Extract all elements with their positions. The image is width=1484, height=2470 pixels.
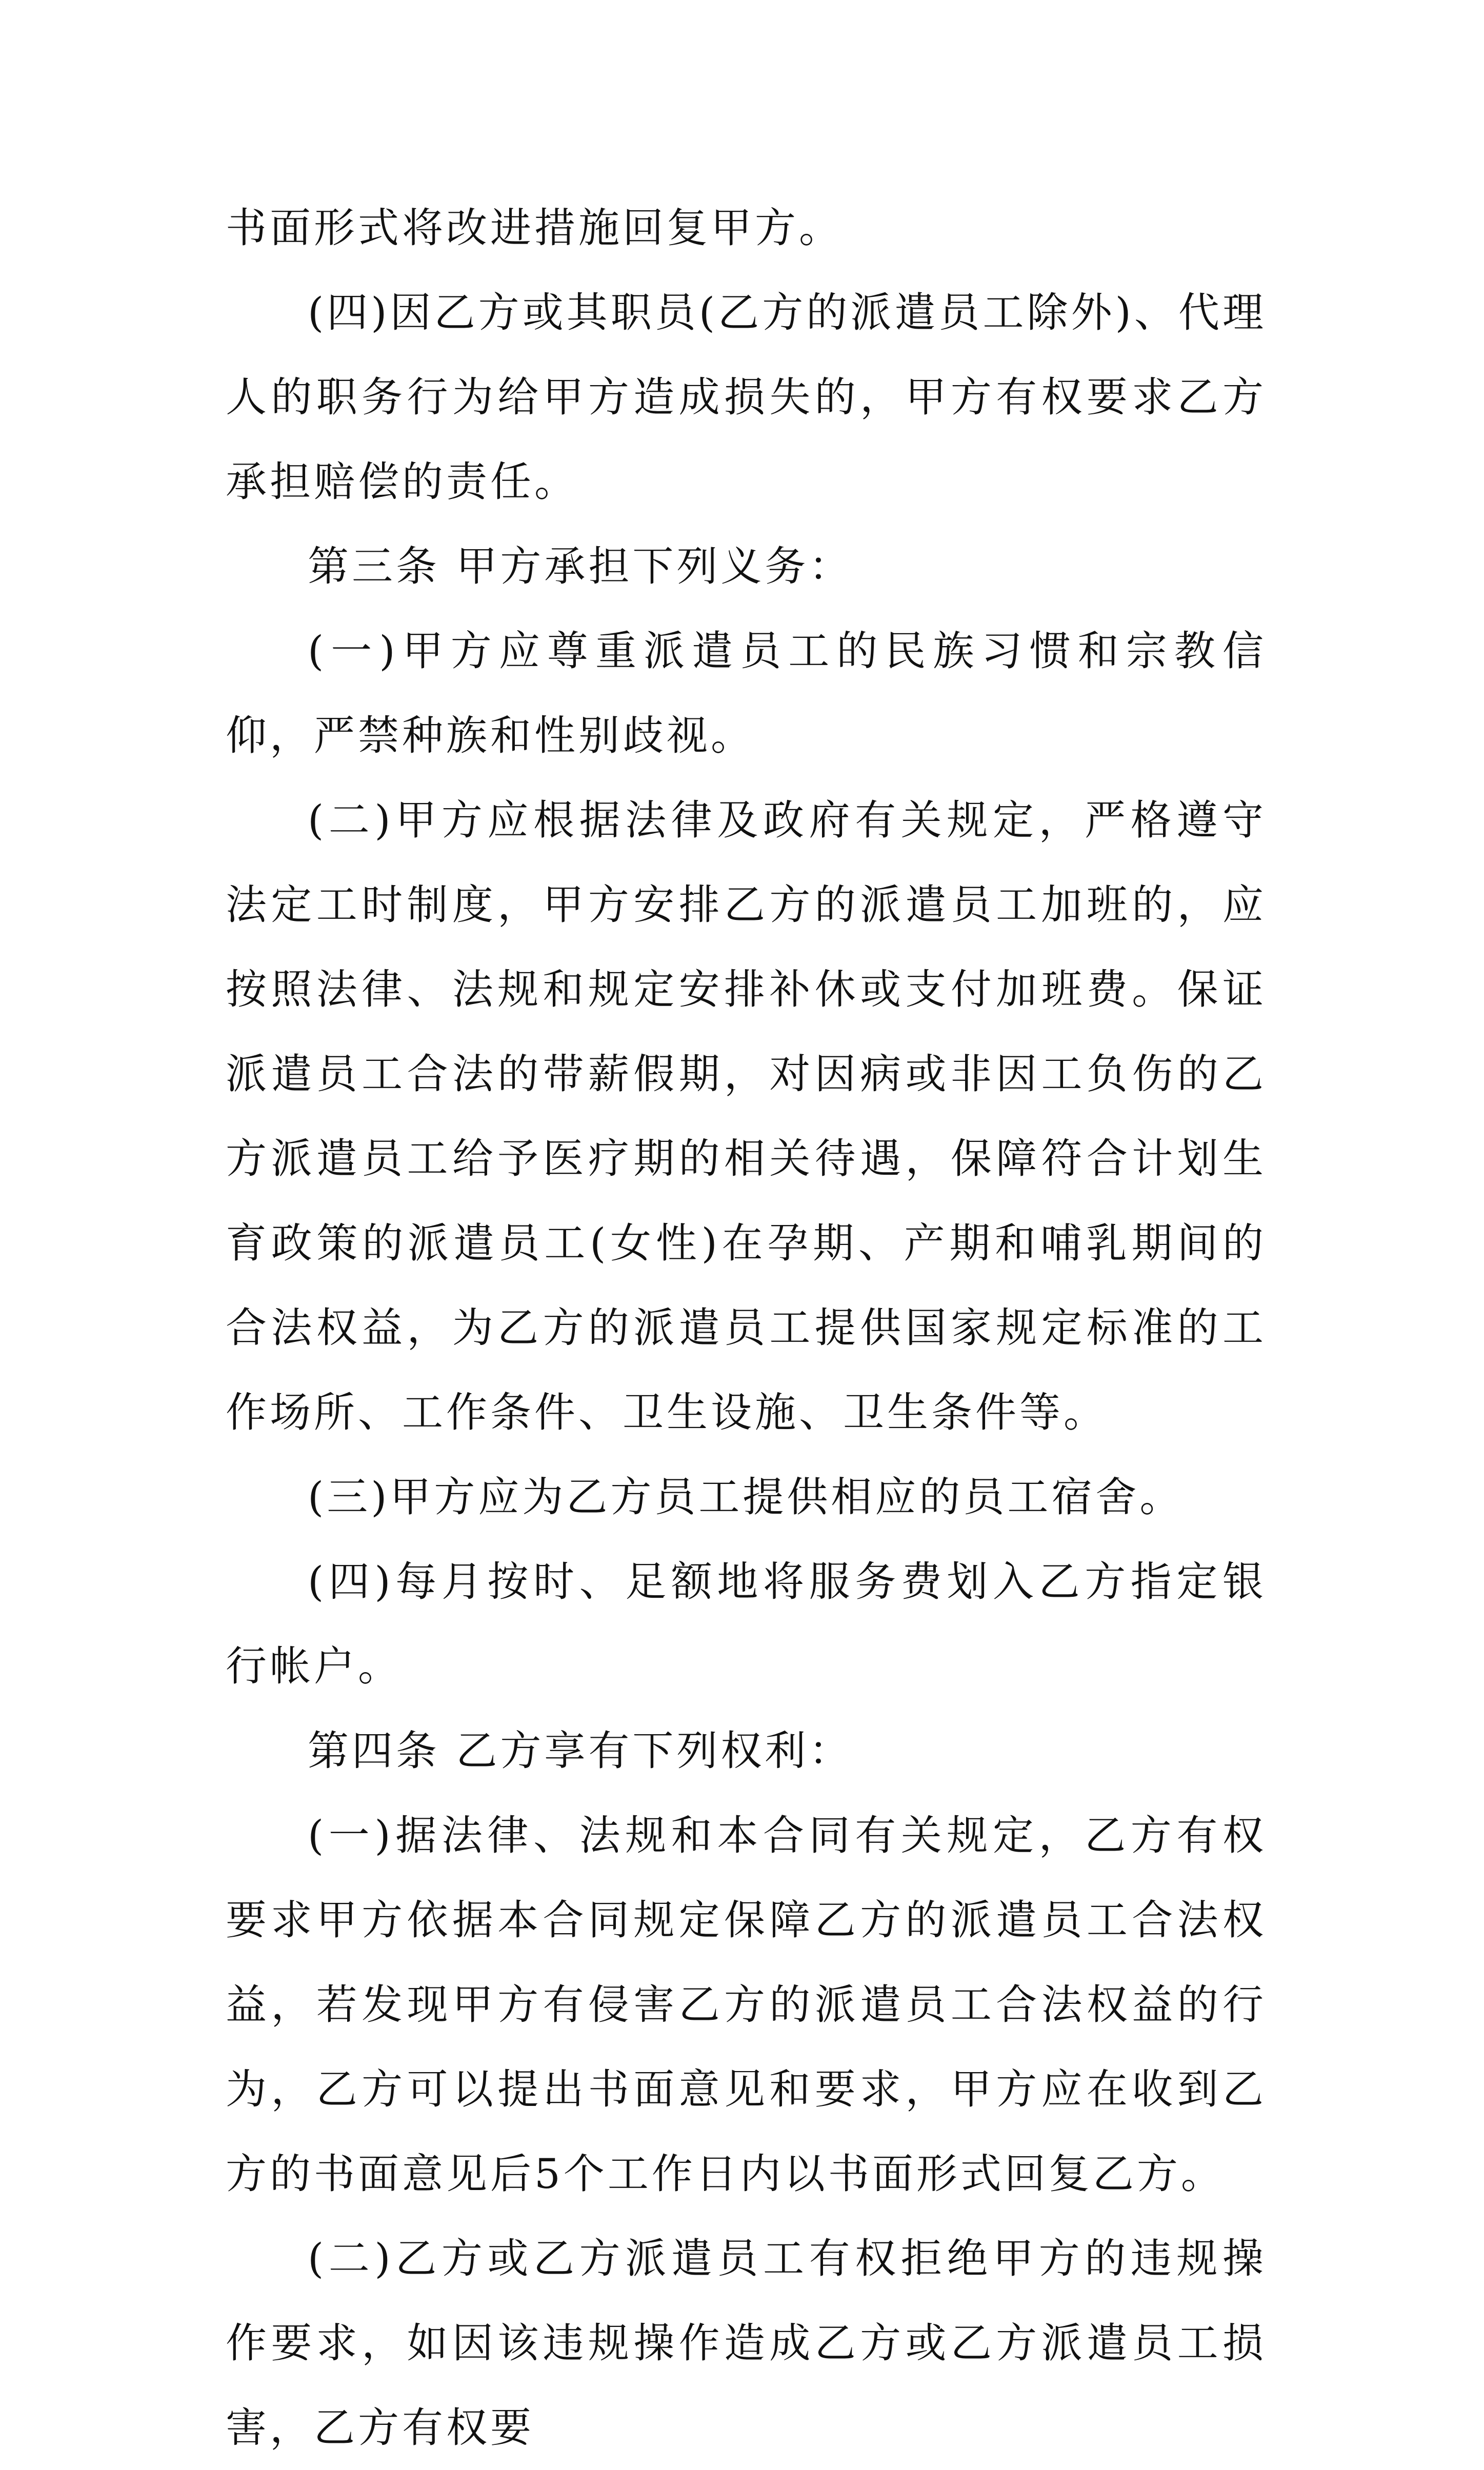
paragraph-article-3-item-3: (三)甲方应为乙方员工提供相应的员工宿舍。 [308, 1473, 1184, 1521]
paragraph-article-3-item-1: (一)甲方应尊重派遣员工的民族习惯和宗教信仰，严禁种族和性别歧视。 [226, 627, 1267, 759]
paragraph-item-4-party-b-liability: (四)因乙方或其职员(乙方的派遣员工除外)、代理人的职务行为给甲方造成损失的，甲方有权要求乙方承担赔偿的责任。 [226, 289, 1267, 506]
paragraph-continuation: 书面形式将改进措施回复甲方。 [226, 204, 843, 252]
article-4-heading: 第四条 乙方享有下列权利： [308, 1727, 853, 1775]
paragraph-article-3-item-4: (四)每月按时、足额地将服务费划入乙方指定银行帐户。 [226, 1558, 1267, 1690]
paragraph-article-3-item-2: (二)甲方应根据法律及政府有关规定，严格遵守法定工时制度，甲方安排乙方的派遣员工加班的，应按照法律、法规和规定安排补休或支付加班费。保证派遣员工合法的带薪假期，对因病或非因工负伤的乙方派遣员工给予医疗期的相关待遇，保障符合计划生育政策的派遣员工(女性)在孕期、产期和哺乳期间的合法权益，为乙方的派遣员工提供国家规定标准的工作场所、工作条件、卫生设施、卫生条件等。 [226, 796, 1267, 1436]
article-3-heading: 第三条 甲方承担下列义务： [308, 543, 853, 590]
paragraph-article-4-item-2: (二)乙方或乙方派遣员工有权拒绝甲方的违规操作要求，如因该违规操作造成乙方或乙方派遣员工损害，乙方有权要 [226, 2235, 1267, 2452]
contract-body [226, 186, 1267, 2470]
paragraph-article-4-item-1: (一)据法律、法规和本合同有关规定，乙方有权要求甲方依据本合同规定保障乙方的派遣员工合法权益，若发现甲方有侵害乙方的派遣员工合法权益的行为，乙方可以提出书面意见和要求，甲方应在收到乙方的书面意见后5个工作日内以书面形式回复乙方。 [226, 1812, 1267, 2198]
